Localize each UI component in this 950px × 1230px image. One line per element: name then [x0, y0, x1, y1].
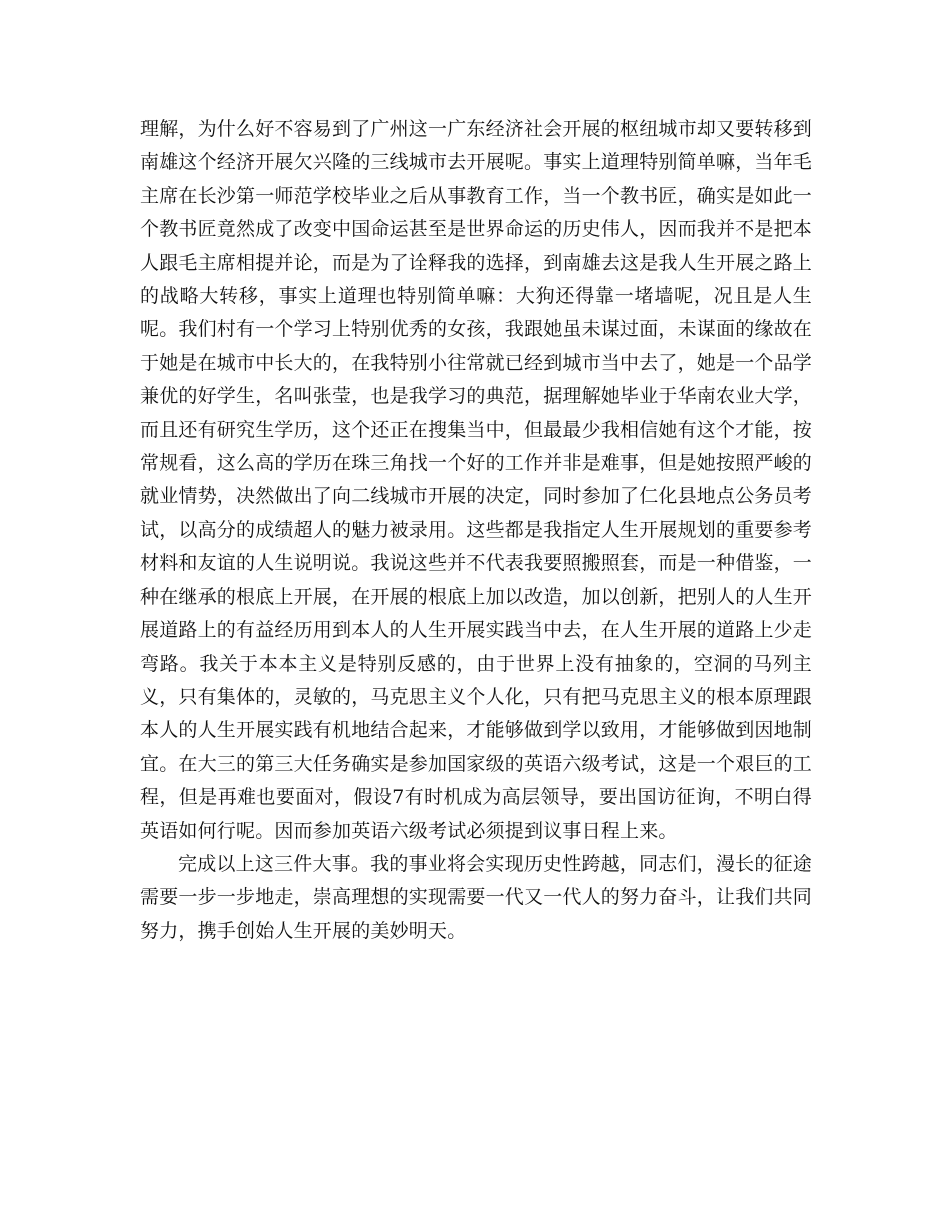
body-paragraph-2: 完成以上这三件大事。我的事业将会实现历史性跨越，同志们，漫长的征途需要一步一步地走，崇高理想的实现需要一代又一代人的努力奋斗，让我们共同努力，携手创始人生开展的美妙明天。 [140, 852, 813, 942]
document-body [140, 113, 812, 948]
body-paragraph-1: 理解，为什么好不容易到了广州这一广东经济社会开展的枢纽城市却又要转移到南雄这个经济开展欠兴隆的三线城市去开展呢。事实上道理特别简单嘛，当年毛主席在长沙第一师范学校毕业之后从事教育工作，当一个教书匠，确实是如此一个教书匠竟然成了改变中国命运甚至是世界命运的历史伟人，因而我并不是把本人跟毛主席相提并论，而是为了诠释我的选择，到南雄去这是我人生开展之路上的战略大转移，事实上道理也特别简单嘛：大狗还得靠一堵墙呢，况且是人生呢。我们村有一个学习上特别优秀的女孩，我跟她虽未谋过面，未谋面的缘故在于她是在城市中长大的，在我特别小往常就已经到城市当中去了，她是一个品学兼优的好学生，名叫张莹，也是我学习的典范，据理解她毕业于华南农业大学，而且还有研究生学历，这个还正在搜集当中，但最最少我相信她有这个才能，按常规看，这么高的学历在珠三角找一个好的工作并非是难事，但是她按照严峻的就业情势，决然做出了向二线城市开展的决定，同时参加了仁化县地点公务员考试，以高分的成绩超人的魅力被录用。这些都是我指定人生开展规划的重要参考材料和友谊的人生说明说。我说这些并不代表我要照搬照套，而是一种借鉴，一种在继承的根底上开展，在开展的根底上加以改造，加以创新，把别人的人生开展道路上的有益经历用到本人的人生开展实践当中去，在人生开展的道路上少走弯路。我关于本本主义是特别反感的，由于世界上没有抽象的，空洞的马列主义，只有集体的，灵敏的，马克思主义个人化，只有把马克思主义的根本原理跟本人的人生开展实践有机地结合起来，才能够做到学以致用，才能够做到因地制宜。在大三的第三大任务确实是参加国家级的英语六级考试，这是一个艰巨的工程，但是再难也要面对，假设7有时机成为高层领导，要出国访征询，不明白得英语如何行呢。因而参加英语六级考试必须提到议事日程上来。 [140, 118, 813, 842]
